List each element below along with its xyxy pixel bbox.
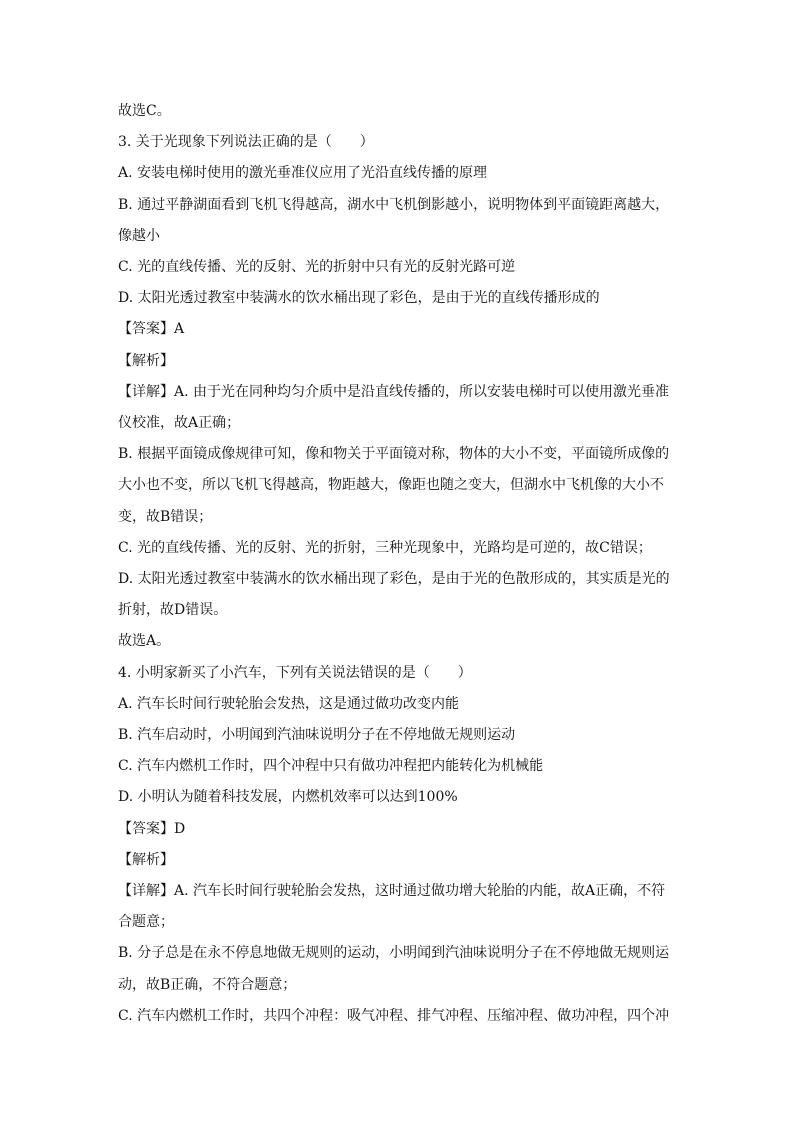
question-4-analysis-heading: 【解析】 [118,851,174,868]
question-3-option-b-cont: 像越小 [118,227,160,244]
question-3-option-b: B. 通过平静湖面看到飞机飞得越高，湖水中飞机倒影越小，说明物体到平面镜距离越大， [118,196,670,213]
question-3-option-a: A. 安装电梯时使用的激光垂准仪应用了光沿直线传播的原理 [118,165,488,182]
text-line: 故选C。 [118,103,171,119]
question-3-answer: 【答案】A [118,321,185,338]
question-3-detail: 【详解】A. 由于光在同种均匀介质中是沿直线传播的，所以安装电梯时可以使用激光垂准 [118,383,670,400]
question-3-conclusion: 故选A。 [118,633,171,650]
question-3-detail: D. 太阳光透过教室中装满水的饮水桶出现了彩色，是由于光的色散形成的，其实质是光的 [118,571,670,588]
question-3-detail: B. 根据平面镜成像规律可知，像和物关于平面镜对称，物体的大小不变，平面镜所成像的 [118,446,670,463]
question-4-option-c: C. 汽车内燃机工作时，四个冲程中只有做功冲程把内能转化为机械能 [118,758,544,775]
question-4-detail: 动，故B正确，不符合题意； [118,976,297,993]
question-3-stem: 3. 关于光现象下列说法正确的是（ ） [118,134,374,151]
question-4-answer: 【答案】D [118,820,186,837]
question-3-detail: C. 光的直线传播、光的反射、光的折射，三种光现象中，光路均是可逆的，故C错误； [118,539,652,556]
document-body [118,96,678,1032]
question-4-option-d: D. 小明认为随着科技发展，内燃机效率可以达到100% [118,789,458,806]
question-4-detail: 合题意； [118,914,174,931]
question-3-detail: 仪校准，故A正确； [118,415,241,432]
question-4-detail: 【详解】A. 汽车长时间行驶轮胎会发热，这时通过做功增大轮胎的内能，故A正确，不符 [118,883,666,900]
question-4-option-b: B. 汽车启动时，小明闻到汽油味说明分子在不停地做无规则运动 [118,727,516,744]
question-4-detail: C. 汽车内燃机工作时，共四个冲程：吸气冲程、排气冲程、压缩冲程、做功冲程，四个冲 [118,1007,670,1024]
question-3-detail: 变，故B错误； [118,508,213,525]
question-3-detail: 折射，故D错误。 [118,602,228,619]
question-3-option-c: C. 光的直线传播、光的反射、光的折射中只有光的反射光路可逆 [118,259,516,276]
question-3-option-d: D. 太阳光透过教室中装满水的饮水桶出现了彩色，是由于光的直线传播形成的 [118,290,600,307]
question-3-detail: 大小也不变，所以飞机飞得越高，物距越大，像距也随之变大，但湖水中飞机像的大小不 [118,477,664,494]
question-4-option-a: A. 汽车长时间行驶轮胎会发热，这是通过做功改变内能 [118,695,460,712]
question-4-stem: 4. 小明家新买了小汽车，下列有关说法错误的是（ ） [118,664,472,681]
question-4-detail: B. 分子总是在永不停息地做无规则的运动，小明闻到汽油味说明分子在不停地做无规则运 [118,945,670,962]
question-3-analysis-heading: 【解析】 [118,352,174,369]
